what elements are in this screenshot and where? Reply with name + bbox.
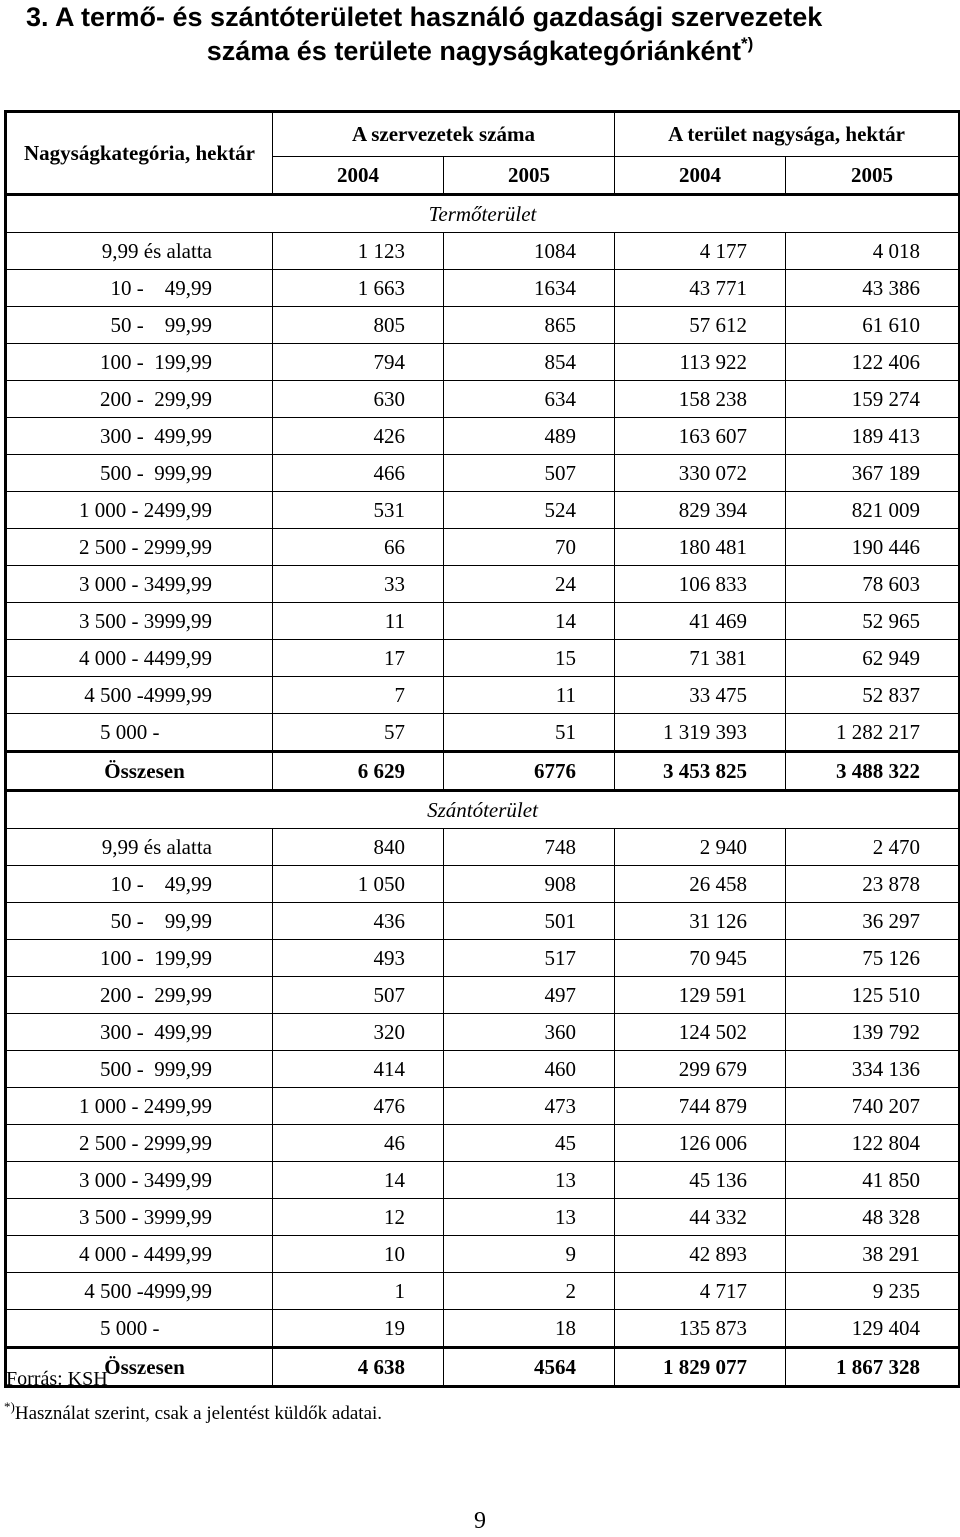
value-cell: 36 297 <box>786 903 960 940</box>
value-cell: 744 879 <box>615 1088 786 1125</box>
table-row <box>6 492 960 529</box>
size-category-cell: 500 - 999,99 <box>6 455 273 492</box>
value-cell: 33 <box>273 566 444 603</box>
size-category-cell: 9,99 és alatta <box>6 233 273 270</box>
footnote-text: Használat szerint, csak a jelentést küldők adatai. <box>14 1403 383 1424</box>
value-cell: 865 <box>444 307 615 344</box>
value-cell: 1 663 <box>273 270 444 307</box>
year-header: 2004 <box>615 156 786 194</box>
value-cell: 9 235 <box>786 1273 960 1310</box>
size-category-cell: 3 500 - 3999,99 <box>6 1199 273 1236</box>
section-row <box>6 195 960 233</box>
table-row <box>6 1014 960 1051</box>
value-cell: 180 481 <box>615 529 786 566</box>
value-cell: 517 <box>444 940 615 977</box>
table-row <box>6 566 960 603</box>
table-row <box>6 455 960 492</box>
value-cell: 805 <box>273 307 444 344</box>
size-category-cell: 200 - 299,99 <box>6 381 273 418</box>
size-category-cell: 4 500 -4999,99 <box>6 677 273 714</box>
table-row <box>6 829 960 866</box>
value-cell: 23 878 <box>786 866 960 903</box>
value-cell: 1 050 <box>273 866 444 903</box>
value-cell: 493 <box>273 940 444 977</box>
value-cell: 531 <box>273 492 444 529</box>
group-header-area: A terület nagysága, hektár <box>615 112 960 157</box>
title-footnote-mark: *) <box>740 34 754 53</box>
value-cell: 360 <box>444 1014 615 1051</box>
value-cell: 334 136 <box>786 1051 960 1088</box>
value-cell: 113 922 <box>615 344 786 381</box>
size-category-cell: 3 000 - 3499,99 <box>6 1162 273 1199</box>
value-cell: 330 072 <box>615 455 786 492</box>
footnote <box>4 1399 383 1425</box>
table-row <box>6 977 960 1014</box>
table-row <box>6 940 960 977</box>
value-cell: 62 949 <box>786 640 960 677</box>
value-cell: 46 <box>273 1125 444 1162</box>
value-cell: 44 332 <box>615 1199 786 1236</box>
value-cell: 1084 <box>444 233 615 270</box>
year-header: 2005 <box>444 156 615 194</box>
value-cell: 52 965 <box>786 603 960 640</box>
value-cell: 43 771 <box>615 270 786 307</box>
table-row <box>6 677 960 714</box>
value-cell: 1 123 <box>273 233 444 270</box>
value-cell: 139 792 <box>786 1014 960 1051</box>
value-cell: 829 394 <box>615 492 786 529</box>
table-row <box>6 866 960 903</box>
value-cell: 6 629 <box>273 752 444 791</box>
title-line-2 <box>0 34 960 68</box>
value-cell: 1 319 393 <box>615 714 786 752</box>
value-cell: 33 475 <box>615 677 786 714</box>
value-cell: 524 <box>444 492 615 529</box>
size-category-cell: Összesen <box>6 1348 273 1387</box>
value-cell: 497 <box>444 977 615 1014</box>
value-cell: 189 413 <box>786 418 960 455</box>
size-category-cell: 9,99 és alatta <box>6 829 273 866</box>
value-cell: 1 <box>273 1273 444 1310</box>
size-category-cell: 3 500 - 3999,99 <box>6 603 273 640</box>
table-row <box>6 1088 960 1125</box>
value-cell: 78 603 <box>786 566 960 603</box>
value-cell: 13 <box>444 1199 615 1236</box>
size-category-cell: 10 - 49,99 <box>6 270 273 307</box>
value-cell: 159 274 <box>786 381 960 418</box>
value-cell: 426 <box>273 418 444 455</box>
page-number: 9 <box>474 1508 486 1534</box>
value-cell: 507 <box>273 977 444 1014</box>
value-cell: 38 291 <box>786 1236 960 1273</box>
value-cell: 1 867 328 <box>786 1348 960 1387</box>
value-cell: 125 510 <box>786 977 960 1014</box>
value-cell: 630 <box>273 381 444 418</box>
value-cell: 122 804 <box>786 1125 960 1162</box>
value-cell: 163 607 <box>615 418 786 455</box>
size-category-cell: 2 500 - 2999,99 <box>6 1125 273 1162</box>
table-row <box>6 903 960 940</box>
value-cell: 41 469 <box>615 603 786 640</box>
size-category-cell: 50 - 99,99 <box>6 307 273 344</box>
title-line-1: 3. A termő- és szántóterületet használó gazdasági szervezetek <box>26 2 823 32</box>
value-cell: 4 638 <box>273 1348 444 1387</box>
value-cell: 70 945 <box>615 940 786 977</box>
value-cell: 190 446 <box>786 529 960 566</box>
section-row <box>6 791 960 829</box>
size-category-cell: 4 500 -4999,99 <box>6 1273 273 1310</box>
value-cell: 11 <box>444 677 615 714</box>
value-cell: 299 679 <box>615 1051 786 1088</box>
value-cell: 908 <box>444 866 615 903</box>
value-cell: 9 <box>444 1236 615 1273</box>
size-category-cell: 4 000 - 4499,99 <box>6 640 273 677</box>
footnote-mark: *) <box>4 1399 15 1414</box>
size-category-cell: 300 - 499,99 <box>6 1014 273 1051</box>
value-cell: 501 <box>444 903 615 940</box>
size-category-cell: 3 000 - 3499,99 <box>6 566 273 603</box>
table-row <box>6 1162 960 1199</box>
value-cell: 489 <box>444 418 615 455</box>
value-cell: 129 591 <box>615 977 786 1014</box>
value-cell: 14 <box>273 1162 444 1199</box>
size-category-cell: 200 - 299,99 <box>6 977 273 1014</box>
value-cell: 57 <box>273 714 444 752</box>
value-cell: 42 893 <box>615 1236 786 1273</box>
size-category-cell: 300 - 499,99 <box>6 418 273 455</box>
size-category-cell: 50 - 99,99 <box>6 903 273 940</box>
value-cell: 45 <box>444 1125 615 1162</box>
table-row <box>6 381 960 418</box>
total-row <box>6 752 960 791</box>
value-cell: 634 <box>444 381 615 418</box>
table-row <box>6 1199 960 1236</box>
value-cell: 10 <box>273 1236 444 1273</box>
value-cell: 748 <box>444 829 615 866</box>
value-cell: 61 610 <box>786 307 960 344</box>
table-row <box>6 1125 960 1162</box>
value-cell: 75 126 <box>786 940 960 977</box>
section-title: Szántóterület <box>6 791 960 829</box>
page-title <box>0 0 960 68</box>
value-cell: 129 404 <box>786 1310 960 1348</box>
group-header-count: A szervezetek száma <box>273 112 615 157</box>
table-body <box>6 195 960 1387</box>
value-cell: 4 717 <box>615 1273 786 1310</box>
value-cell: 24 <box>444 566 615 603</box>
value-cell: 2 470 <box>786 829 960 866</box>
value-cell: 31 126 <box>615 903 786 940</box>
table-row <box>6 1273 960 1310</box>
size-category-cell: 4 000 - 4499,99 <box>6 1236 273 1273</box>
value-cell: 2 940 <box>615 829 786 866</box>
size-category-cell: 1 000 - 2499,99 <box>6 1088 273 1125</box>
value-cell: 15 <box>444 640 615 677</box>
value-cell: 26 458 <box>615 866 786 903</box>
value-cell: 436 <box>273 903 444 940</box>
total-row <box>6 1348 960 1387</box>
value-cell: 854 <box>444 344 615 381</box>
value-cell: 126 006 <box>615 1125 786 1162</box>
value-cell: 158 238 <box>615 381 786 418</box>
value-cell: 45 136 <box>615 1162 786 1199</box>
value-cell: 48 328 <box>786 1199 960 1236</box>
value-cell: 17 <box>273 640 444 677</box>
value-cell: 57 612 <box>615 307 786 344</box>
value-cell: 43 386 <box>786 270 960 307</box>
value-cell: 3 488 322 <box>786 752 960 791</box>
category-header: Nagyságkategória, hektár <box>6 112 273 195</box>
value-cell: 11 <box>273 603 444 640</box>
value-cell: 135 873 <box>615 1310 786 1348</box>
value-cell: 41 850 <box>786 1162 960 1199</box>
table-row <box>6 640 960 677</box>
value-cell: 71 381 <box>615 640 786 677</box>
title-line-2-text: száma és területe nagyságkategóriánként <box>206 36 741 66</box>
size-category-cell: 1 000 - 2499,99 <box>6 492 273 529</box>
table-header <box>6 112 960 195</box>
value-cell: 106 833 <box>615 566 786 603</box>
value-cell: 1 282 217 <box>786 714 960 752</box>
size-category-cell: 100 - 199,99 <box>6 940 273 977</box>
value-cell: 507 <box>444 455 615 492</box>
value-cell: 2 <box>444 1273 615 1310</box>
value-cell: 19 <box>273 1310 444 1348</box>
value-cell: 14 <box>444 603 615 640</box>
year-header: 2005 <box>786 156 960 194</box>
table-row <box>6 1310 960 1348</box>
year-header: 2004 <box>273 156 444 194</box>
table-row <box>6 344 960 381</box>
value-cell: 122 406 <box>786 344 960 381</box>
value-cell: 466 <box>273 455 444 492</box>
value-cell: 4 177 <box>615 233 786 270</box>
value-cell: 794 <box>273 344 444 381</box>
value-cell: 476 <box>273 1088 444 1125</box>
section-title: Termőterület <box>6 195 960 233</box>
value-cell: 821 009 <box>786 492 960 529</box>
value-cell: 367 189 <box>786 455 960 492</box>
table-row <box>6 529 960 566</box>
value-cell: 18 <box>444 1310 615 1348</box>
value-cell: 13 <box>444 1162 615 1199</box>
value-cell: 1634 <box>444 270 615 307</box>
value-cell: 1 829 077 <box>615 1348 786 1387</box>
table-row <box>6 233 960 270</box>
value-cell: 460 <box>444 1051 615 1088</box>
value-cell: 124 502 <box>615 1014 786 1051</box>
value-cell: 740 207 <box>786 1088 960 1125</box>
value-cell: 4 018 <box>786 233 960 270</box>
value-cell: 70 <box>444 529 615 566</box>
size-category-cell: 10 - 49,99 <box>6 866 273 903</box>
size-category-cell: Összesen <box>6 752 273 791</box>
value-cell: 66 <box>273 529 444 566</box>
size-category-cell: 100 - 199,99 <box>6 344 273 381</box>
value-cell: 414 <box>273 1051 444 1088</box>
value-cell: 473 <box>444 1088 615 1125</box>
value-cell: 52 837 <box>786 677 960 714</box>
table-row <box>6 1051 960 1088</box>
table-row <box>6 307 960 344</box>
value-cell: 320 <box>273 1014 444 1051</box>
size-category-cell: 500 - 999,99 <box>6 1051 273 1088</box>
size-category-cell: 5 000 - <box>6 714 273 752</box>
table-row <box>6 714 960 752</box>
statistics-table <box>4 110 960 1388</box>
value-cell: 4564 <box>444 1348 615 1387</box>
value-cell: 12 <box>273 1199 444 1236</box>
value-cell: 6776 <box>444 752 615 791</box>
value-cell: 7 <box>273 677 444 714</box>
table-row <box>6 603 960 640</box>
table-row <box>6 418 960 455</box>
source-note: Forrás: KSH <box>6 1368 108 1390</box>
value-cell: 840 <box>273 829 444 866</box>
table-row <box>6 270 960 307</box>
size-category-cell: 5 000 - <box>6 1310 273 1348</box>
size-category-cell: 2 500 - 2999,99 <box>6 529 273 566</box>
table-row <box>6 1236 960 1273</box>
value-cell: 51 <box>444 714 615 752</box>
value-cell: 3 453 825 <box>615 752 786 791</box>
